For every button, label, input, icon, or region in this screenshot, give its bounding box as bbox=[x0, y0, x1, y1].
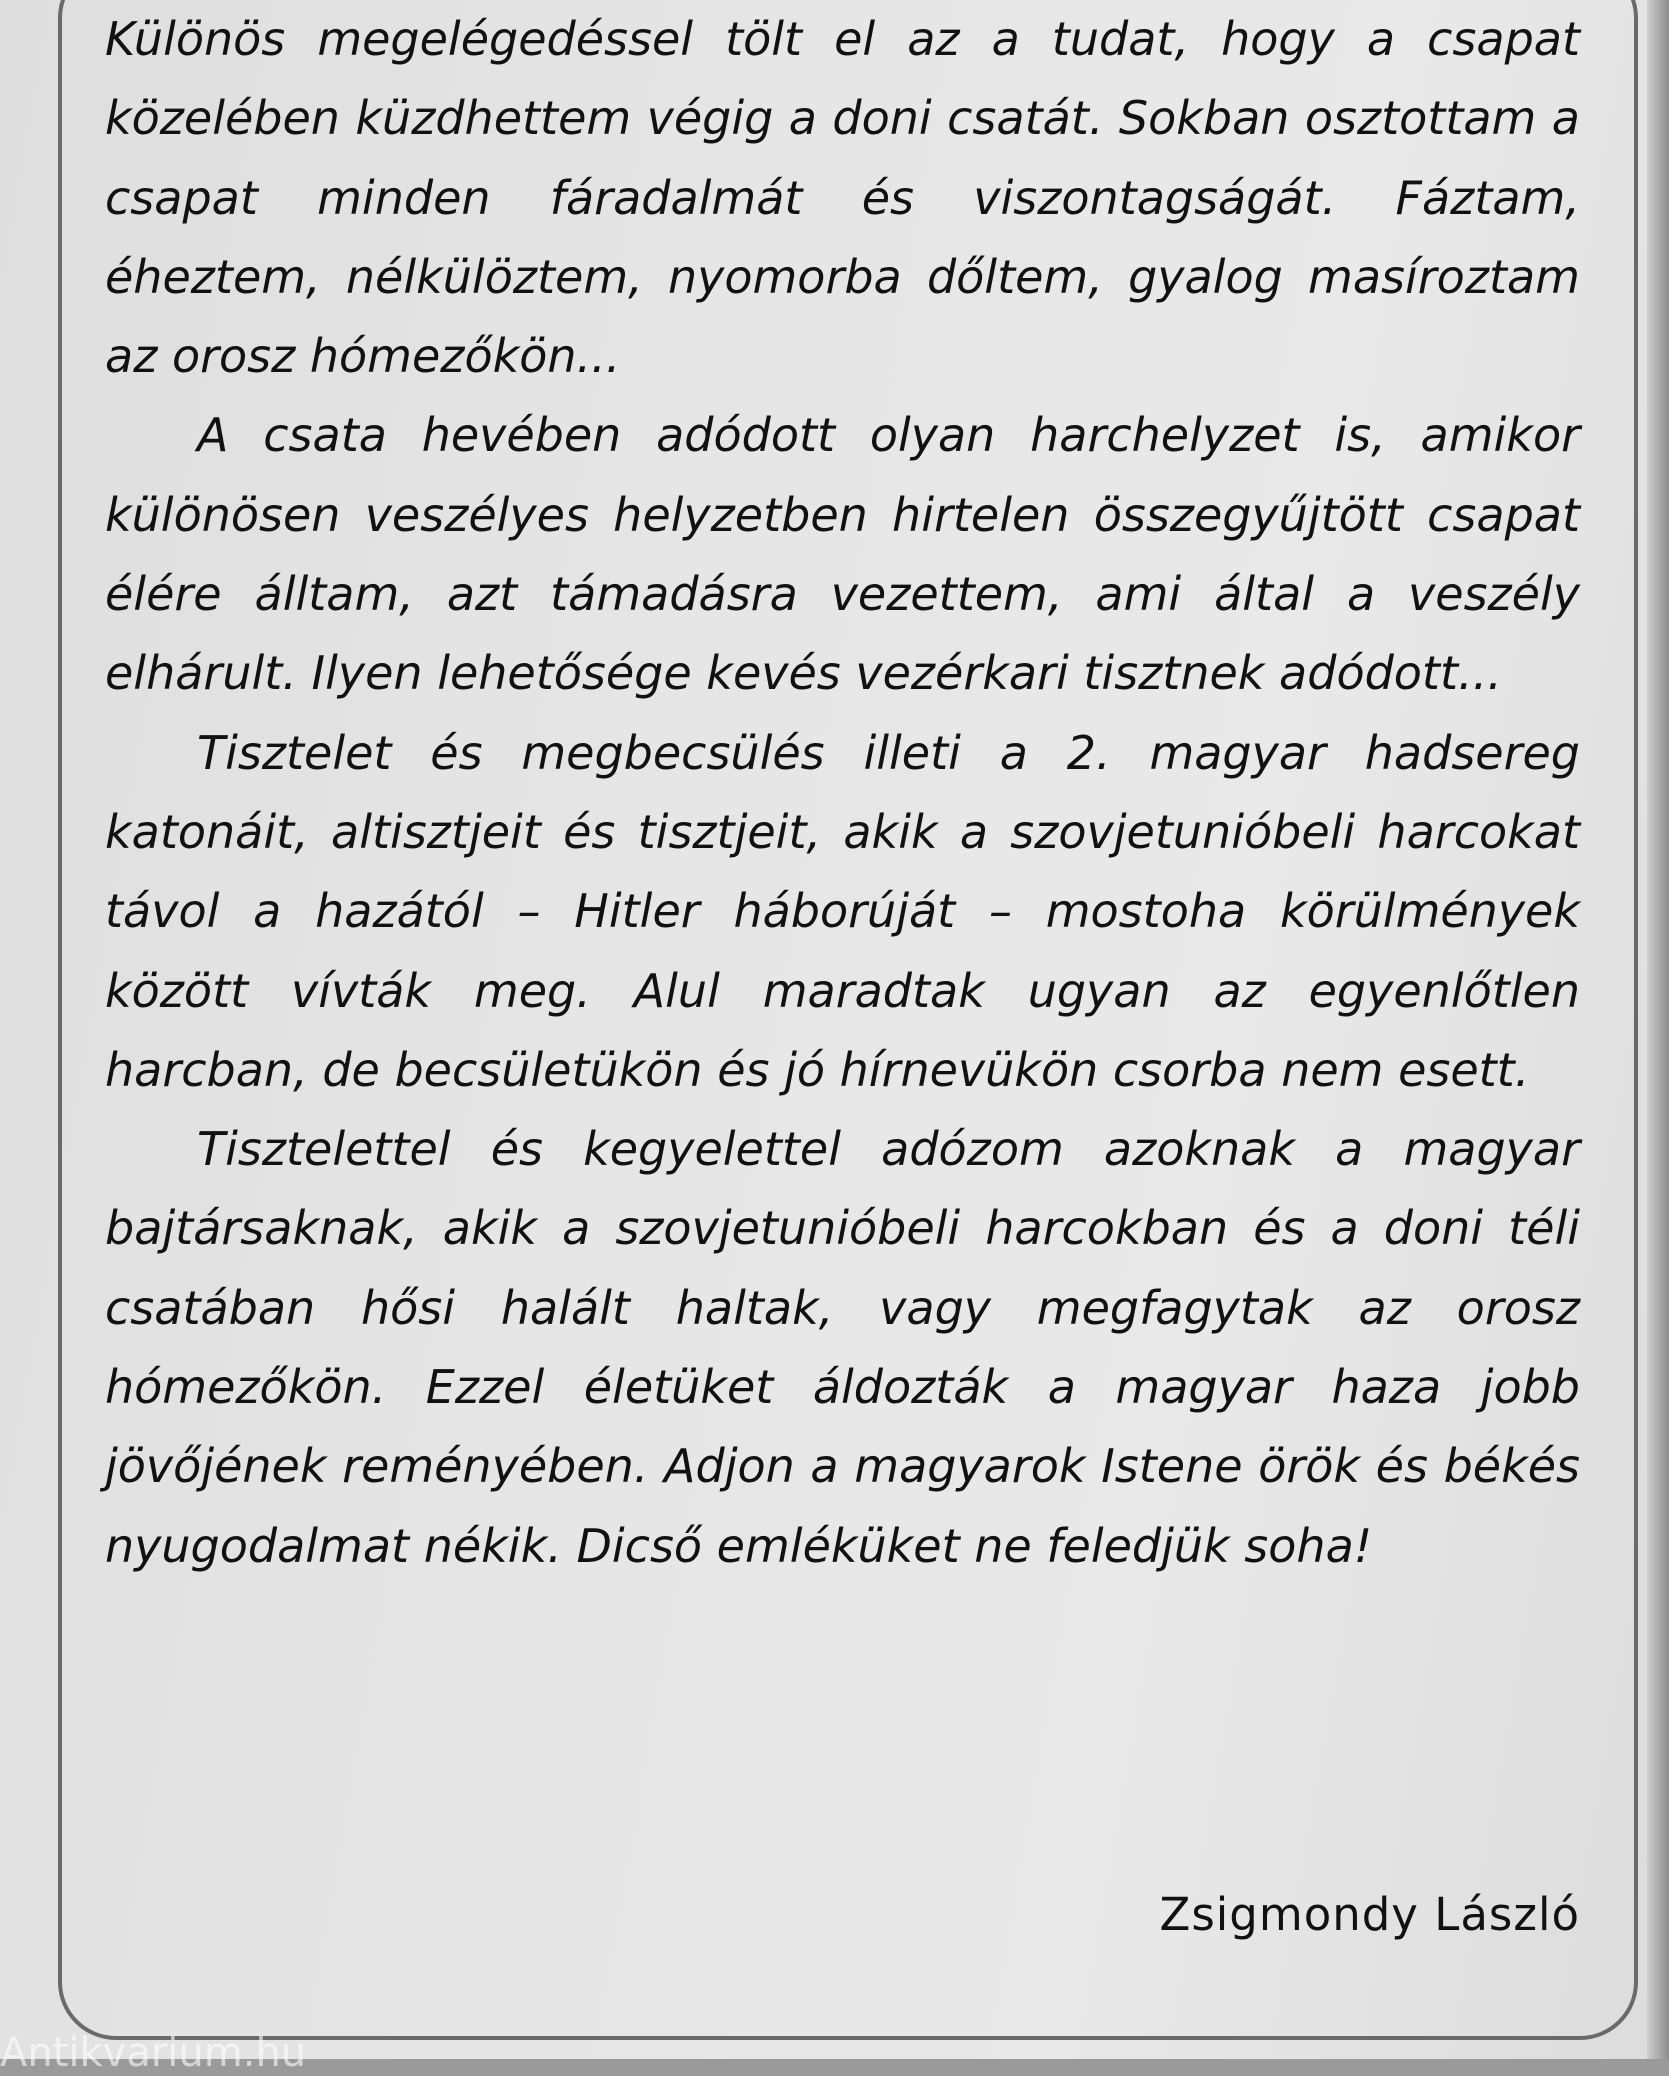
author-signature: Zsigmondy László bbox=[1159, 1888, 1580, 1941]
paragraph-4: Tisztelettel és kegyelettel adózom azoknak a magyar bajtársaknak, akik a szovjetunióbeli harcokban és a doni téli csatában hősi halált haltak, vagy megfagytak az orosz hómezőkön. Ezzel életüket áldozták a magyar haza jobb jövőjének reményében. Adjon a magyarok Istene örök és békés nyugodalmat nékik. Dicső emléküket ne feledjük soha! bbox=[105, 1122, 1580, 1573]
page-edge-shadow bbox=[1647, 0, 1669, 2059]
paragraph-3: Tisztelet és megbecsülés illeti a 2. magyar hadsereg katonáit, altisztjeit és tisztjeit, akik a szovjetunióbeli harcokat távol a hazától – Hitler háborúját – mostoha körülmények között vívták meg. Alul maradtak ugyan az egyenlőtlen harcban, de becsületükön és jó hírnevükön csorba nem esett. bbox=[105, 725, 1580, 1097]
watermark: Antikvarium.hu bbox=[0, 2030, 307, 2076]
paragraph-1: Különös megelégedéssel tölt el az a tudat, hogy a csapat közelében küzdhettem végig a doni csatát. Sokban osztottam a csapat minden fáradalmát és viszontagságát. Fáztam, éheztem, nélkülöztem, nyomorba dőltem, gyalog masíroztam az orosz hómezőkön... bbox=[105, 12, 1580, 384]
paragraph-2: A csata hevében adódott olyan harchelyzet is, amikor különösen veszélyes helyzetben hirtelen összegyűjtött csapat élére álltam, azt támadásra vezettem, ami által a veszély elhárult. Ilyen lehetősége kevés vezérkari tisztnek adódott... bbox=[105, 408, 1580, 701]
body-text bbox=[105, 0, 1580, 1586]
